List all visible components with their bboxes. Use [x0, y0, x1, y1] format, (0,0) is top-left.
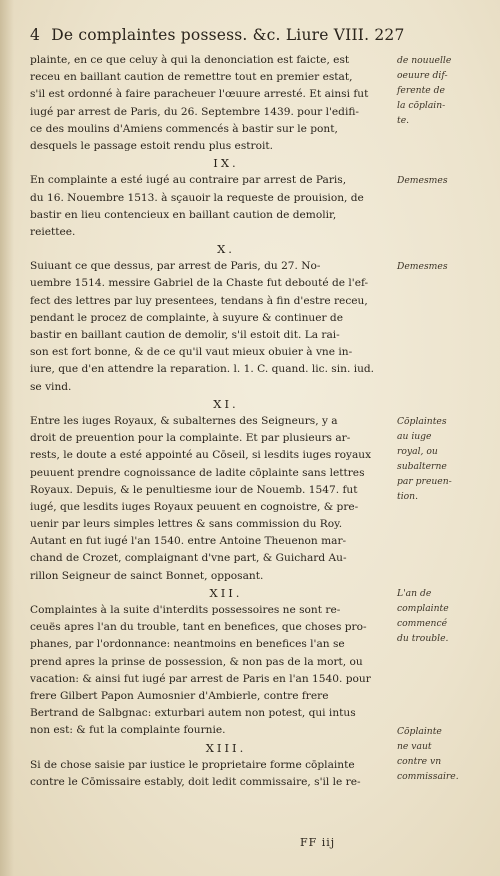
text-line: iure, que d'en attendre la reparation. l. 1. C. quand. lic. sin. iud. [30, 363, 375, 376]
margin-note-line: L'an de [397, 588, 432, 600]
text-line: chand de Crozet, complaignant d'vne part, & Guichard Au- [30, 552, 347, 565]
margin-note-line: te. [397, 115, 410, 126]
margin-note [397, 414, 497, 504]
running-title: De complaintes possess. &c. Liure VIII. 227 [51, 26, 405, 44]
text-line: du 16. Nouembre 1513. à sçauoir la requeste de prouision, de [30, 191, 364, 204]
text-line: desquels le passage estoit rendu plus estroit. [30, 139, 273, 152]
text-line: droit de preuention pour la complainte. Et par plusieurs ar- [30, 432, 351, 445]
margin-note-line: commencé [397, 618, 448, 630]
section-number: XII. [209, 585, 243, 600]
margin-note [397, 586, 497, 646]
margin-note [397, 724, 497, 784]
margin-note-line: de nouuelle [397, 55, 452, 66]
page-binding-shadow [0, 0, 14, 876]
text-line: ce des moulins d'Amiens commencés à bastir sur le pont, [30, 122, 338, 135]
margin-note-line: subalterne [397, 461, 447, 473]
margin-note [397, 259, 497, 274]
text-line: frere Gilbert Papon Aumosnier d'Ambierle, contre frere [30, 689, 329, 702]
text-line: peuuent prendre cognoissance de ladite cōplainte sans lettres [30, 466, 365, 479]
margin-note [397, 53, 497, 128]
text-line: Complaintes à la suite d'interdits possessoires ne sont re- [30, 604, 341, 616]
section-number: XIII. [205, 740, 247, 755]
text-line: phanes, par l'ordonnance: neantmoins en benefices l'an se [30, 638, 345, 651]
text-line: Si de chose saisie par iustice le proprietaire forme cōplainte [30, 758, 355, 771]
text-line: bastir en lieu contencieux en baillant caution de demolir, [30, 208, 337, 221]
margin-note-line: royal, ou [397, 446, 438, 458]
margin-note-line: ferente de [397, 85, 445, 96]
text-line: Royaux. Depuis, & le penultiesme iour de Nouemb. 1547. fut [30, 483, 358, 496]
text-line: receu en baillant caution de remettre tout en premier estat, [30, 71, 353, 84]
text-line: rests, le doute a esté appointé au Cōseil, si lesdits iuges royaux [30, 449, 372, 462]
margin-note-line: ne vaut [397, 740, 432, 752]
text-line: contre le Cōmissaire estably, doit ledit commissaire, s'il le re- [30, 775, 361, 788]
text-line: ceuës apres l'an du trouble, tant en benefices, que choses pro- [30, 621, 367, 634]
running-header [30, 26, 482, 44]
text-line: prend apres la prinse de possession, & non pas de la mort, ou [30, 655, 363, 668]
text-line: rillon Seigneur de sainct Bonnet, opposant. [30, 569, 264, 582]
text-line: iugé par arrest de Paris, du 26. Septembre 1439. pour l'edifi- [30, 105, 359, 118]
margin-note-line: oeuure dif- [397, 70, 448, 81]
section-number: IX. [213, 156, 239, 171]
text-line: bastir en baillant caution de demolir, s'il estoit dit. La rai- [30, 329, 340, 341]
margin-note-line: au iuge [397, 431, 432, 443]
text-line: plainte, en ce que celuy à qui la denonciation est faicte, est [30, 54, 350, 66]
text-line: Bertrand de Salbgnac: exturbari autem non potest, qui intus [30, 707, 356, 720]
margin-note-line: complainte [397, 603, 449, 615]
text-line: se vind. [30, 380, 72, 393]
section-number: XI. [213, 396, 239, 411]
margin-note-line: commissaire. [397, 770, 459, 782]
margin-note-line: tion. [397, 491, 418, 503]
text-line: Suiuant ce que dessus, par arrest de Paris, du 27. No- [30, 260, 321, 273]
margin-note-line: du trouble. [397, 633, 449, 645]
signature-mark: FF iij [300, 836, 336, 849]
text-line: uenir par leurs simples lettres & sans commission du Roy. [30, 518, 343, 531]
margin-note-line: Demesmes [397, 175, 448, 187]
margin-note [397, 173, 497, 188]
margin-note-line: Cōplaintes [397, 416, 447, 428]
text-line: vacation: & ainsi fut iugé par arrest de Paris en l'an 1540. pour [30, 672, 371, 685]
text-line: uembre 1514. messire Gabriel de la Chaste fut debouté de l'ef- [30, 277, 369, 290]
margin-note-line: la cōplain- [397, 100, 446, 111]
text-line: En complainte a esté iugé au contraire par arrest de Paris, [30, 174, 347, 187]
text-line: s'il est ordonné à faire paracheuer l'œuure arresté. Et ainsi fut [30, 88, 369, 101]
margin-note-line: Cōplainte [397, 725, 442, 737]
margin-note-line: Demesmes [397, 261, 448, 273]
main-text-block [30, 52, 422, 791]
text-line: pendant le procez de complainte, à suyure & continuer de [30, 311, 343, 324]
text-line: non est: & fut la complainte fournie. [30, 724, 226, 737]
text-line: reiettee. [30, 225, 76, 238]
text-line: son est fort bonne, & de ce qu'il vaut mieux obuier à vne in- [30, 346, 353, 359]
margin-note-line: par preuen- [397, 476, 452, 488]
margin-note-line: contre vn [397, 755, 442, 767]
text-line: fect des lettres par luy presentees, tendans à fin d'estre receu, [30, 294, 368, 307]
text-line: Entre les iuges Royaux, & subalternes des Seigneurs, y a [30, 414, 338, 427]
text-line: Autant en fut iugé l'an 1540. entre Antoine Theuenon mar- [30, 535, 347, 548]
section-number: X. [217, 242, 235, 257]
text-line: iugé, que lesdits iuges Royaux peuuent en cognoistre, & pre- [30, 500, 359, 513]
folio-number: 4 [30, 26, 41, 44]
